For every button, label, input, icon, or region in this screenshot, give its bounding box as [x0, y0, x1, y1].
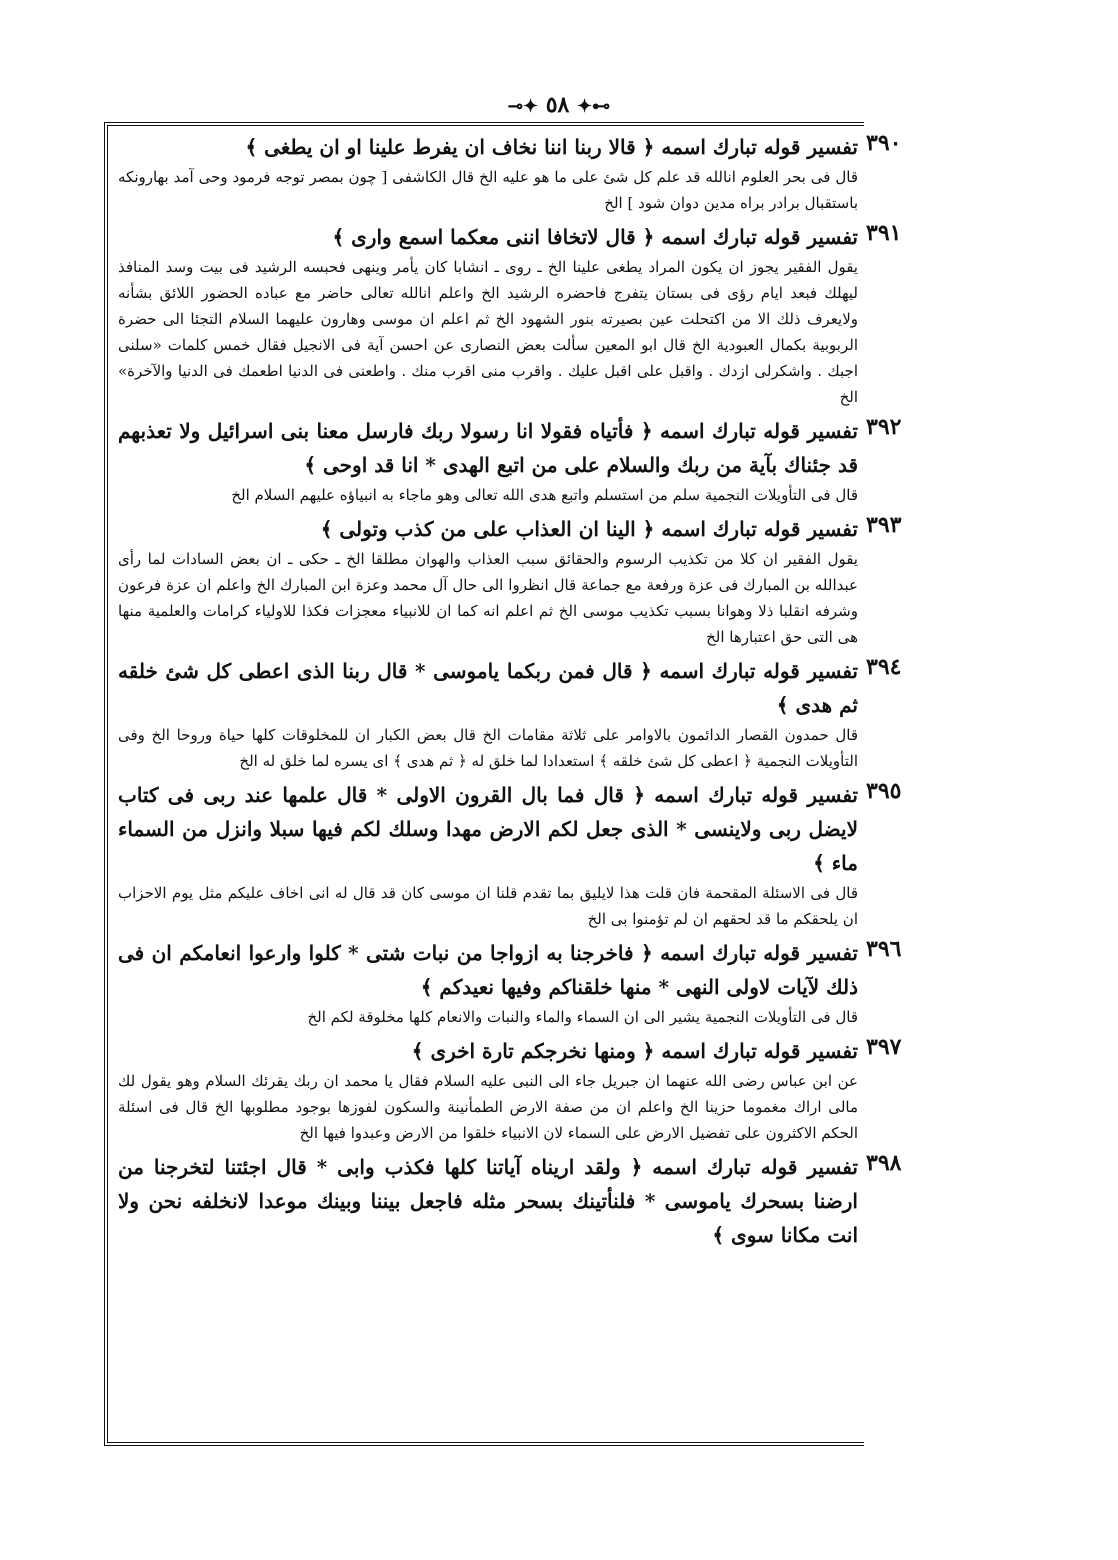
- entry-number: ٣٩٠: [866, 130, 902, 156]
- entry-number: ٣٩٢: [866, 414, 902, 440]
- entry-number: ٣٩٤: [866, 654, 902, 680]
- entry-body: يقول الفقير ان كلا من تكذيب الرسوم والحقائق سبب العذاب والهوان مطلقا الخ ـ حكى ـ ان بعض السادات لما رأى عبدالله بن المبارك فى عزة ورفعة مع جماعة قال انظروا الى حال آل محمد وعزة ابن المبارك الخ واعلم ان عزة فرعون وشرفه انقلبا ذلا وهوانا بسبب تكذيب موسى الخ ثم اعلم انه كما ان للانبياء معجزات فكذا للاولياء كرامات والعلمية منها هى التى حق اعتبارها الخ: [118, 550, 858, 646]
- entry-394: [118, 654, 902, 774]
- entry-body: قال فى بحر العلوم انالله قد علم كل شئ على ما هو عليه الخ قال الكاشفى [ چون بمصر توجه فرمود وحى آمد بهارونكه باستقبال برادر براه مدين دوان شود ] الخ: [118, 168, 858, 212]
- entry-number: ٣٩٥: [866, 778, 902, 804]
- entry-heading: تفسير قوله تبارك اسمه ﴿ الينا ان العذاب على من كذب وتولى ﴾: [320, 517, 858, 541]
- entry-number: ٣٩٧: [866, 1034, 902, 1060]
- entry-393: [118, 512, 902, 650]
- entry-heading: تفسير قوله تبارك اسمه ﴿ ولقد اريناه آياتنا كلها فكذب وابى * قال اجئتنا لتخرجنا من ارضنا بسحرك ياموسى * فلنأتينك بسحر مثله فاجعل بيننا وبينك موعدا لانخلفه نحن ولا انت مكانا سوى ﴾: [118, 1155, 858, 1247]
- page-number: ٥٨: [545, 92, 570, 118]
- entry-body: قال فى التأويلات النجمية سلم من استسلم واتبع هدى الله تعالى وهو ماجاء به انبياؤه عليهم السلام الخ: [231, 486, 858, 504]
- entry-body: عن ابن عباس رضى الله عنهما ان جبريل جاء الى النبى عليه السلام فقال يا محمد ان ربك يقرئك السلام وهو يقول لك مالى اراك مغموما حزينا الخ واعلم ان من صفة الارض الطمأنينة والسكون لفوزها بوجود مطلوبها الخ قال فى اسئلة الحكم الاكثرون على تفضيل الارض على السماء لان الانبياء خلقوا من الارض وعبدوا فيها الخ: [118, 1072, 858, 1142]
- entry-heading: تفسير قوله تبارك اسمه ﴿ قالا ربنا اننا نخاف ان يفرط علينا او ان يطغى ﴾: [245, 135, 858, 159]
- entry-body: يقول الفقير يجوز ان يكون المراد يطغى علينا الخ ـ روى ـ انشابا كان يأمر وينهى فحبسه الرشيد فى بيت وسد المنافذ ليهلك فبعد ايام رؤى فى بستان يتفرج فاحضره الرشيد الخ واعلم انالله تعالى حاضر مع عباده الحضور اللائق بشأنه ولايعرف ذلك الا من اكتحلت عين بصيرته بنور الشهود الخ ثم اعلم ان موسى وهارون عليهما السلام التجئا الى حضرة الربوبية بكمال العبودية الخ قال ابو المعين سألت بعض النصارى عن احسن آية فى الانجيل فقال خمس كلمات «سلنى اجبك . واشكرلى ازدك . واقبل على اقبل عليك . واقرب منى اقرب منك . واطعنى فى الدنيا اطعمك فى الدنيا والآخرة» الخ: [118, 258, 858, 406]
- entry-397: [118, 1034, 902, 1146]
- entry-number: ٣٩٦: [866, 936, 902, 962]
- entry-heading: تفسير قوله تبارك اسمه ﴿ قال فمن ربكما ياموسى * قال ربنا الذى اعطى كل شئ خلقه ثم هدى ﴾: [118, 659, 858, 717]
- entry-heading: تفسير قوله تبارك اسمه ﴿ ومنها نخرجكم تارة اخرى ﴾: [411, 1039, 858, 1063]
- entry-number: ٣٩١: [866, 220, 902, 246]
- page-header: [0, 92, 1118, 118]
- entry-396: [118, 936, 902, 1030]
- entry-heading: تفسير قوله تبارك اسمه ﴿ قال فما بال القرون الاولى * قال علمها عند ربى فى كتاب لايضل ربى ولاينسى * الذى جعل لكم الارض مهدا وسلك لكم فيها سبلا وانزل من السماء ماء ﴾: [118, 783, 858, 875]
- entry-heading: تفسير قوله تبارك اسمه ﴿ فاخرجنا به ازواجا من نبات شتى * كلوا وارعوا انعامكم ان فى ذلك لآيات لاولى النهى * منها خلقناكم وفيها نعيدكم ﴾: [118, 941, 858, 999]
- ornament-left-icon: ⊸✦: [507, 96, 539, 117]
- entry-number: ٣٩٣: [866, 512, 902, 538]
- entry-395: [118, 778, 902, 932]
- entry-body: قال فى الاسئلة المقحمة فان قلت هذا لايليق بما تقدم قلنا ان موسى كان قد قال له انى اخاف عليكم مثل يوم الاحزاب ان يلحقكم ما قد لحقهم ان لم تؤمنوا بى الخ: [118, 884, 858, 928]
- page-body: [118, 130, 902, 1430]
- entry-391: [118, 220, 902, 410]
- entry-392: [118, 414, 902, 508]
- entry-number: ٣٩٨: [866, 1150, 902, 1176]
- entry-body: قال حمدون القصار الدائمون بالاوامر على ثلاثة مقامات الخ قال بعض الكبار ان للمخلوقات كلها حياة وروحا الخ وفى التأويلات النجمية ﴿ اعطى كل شئ خلقه ﴾ استعدادا لما خلق له ﴿ ثم هدى ﴾ اى يسره لما خلق له الخ: [118, 726, 858, 770]
- entry-body: قال فى التأويلات النجمية يشير الى ان السماء والماء والنبات والانعام كلها مخلوقة لكم الخ: [307, 1008, 858, 1026]
- entry-heading: تفسير قوله تبارك اسمه ﴿ قال لاتخافا اننى معكما اسمع وارى ﴾: [332, 225, 858, 249]
- entry-heading: تفسير قوله تبارك اسمه ﴿ فأتياه فقولا انا رسولا ربك فارسل معنا بنى اسرائيل ولا تعذبهم قد جئناك بآية من ربك والسلام على من اتبع الهدى * انا قد اوحى ﴾: [118, 419, 858, 477]
- entry-398: [118, 1150, 902, 1252]
- ornament-right-icon: ✦⊷: [577, 96, 611, 117]
- entry-390: [118, 130, 902, 216]
